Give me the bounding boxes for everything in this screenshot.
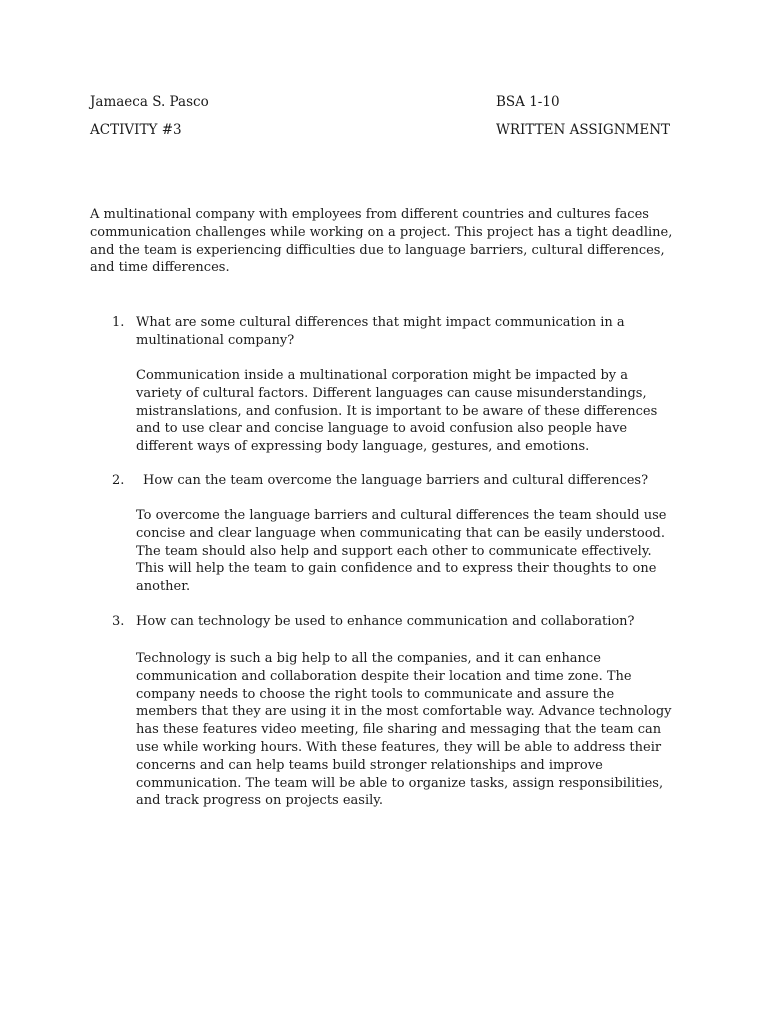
answer-text: To overcome the language barriers and cultural differences the team should use concise and clear language when communicating that can be easily understood. The team should also help and support each other to communicate effectively. This will help the team to gain confidence and to express their thoughts to one another. <box>136 508 667 595</box>
student-name: Jamaeca S. Pasco <box>90 94 209 110</box>
answer-text: Communication inside a multinational corporation might be impacted by a variety of cultural factors. Different languages can cause misunderstandings, mistranslations, and confusion. It is important to be aware of these differences and to use clear and concise language to avoid confusion also people have different ways of expressing body language, gestures, and emotions. <box>136 368 658 455</box>
question-number: 3. <box>112 614 125 629</box>
assignment-type: WRITTEN ASSIGNMENT <box>496 122 671 138</box>
intro-paragraph: A multinational company with employees from different countries and cultures faces communication challenges while working on a project. This project has a tight deadline, and the team is experiencing difficulties due to language barriers, cultural differences, and time differences. <box>90 207 673 276</box>
question-text: How can the team overcome the language barriers and cultural differences? <box>143 473 649 488</box>
question-number: 1. <box>112 315 125 330</box>
question-text: What are some cultural differences that might impact communication in a multinational company? <box>136 315 625 348</box>
question-text: How can technology be used to enhance communication and collaboration? <box>136 614 635 629</box>
question-number: 2. <box>112 473 125 488</box>
activity-label: ACTIVITY #3 <box>90 122 182 138</box>
student-section: BSA 1-10 <box>496 94 560 110</box>
answer-text: Technology is such a big help to all the companies, and it can enhance communication and collaboration despite their location and time zone. The company needs to choose the right tools to communicate and assure the members that they are using it in the most comfortable way. Advance technology has these features video meeting, file sharing and messaging that the team can use while working hours. With these features, they will be able to address their concerns and can help teams build stronger relationships and improve communication. The team will be able to organize tasks, assign responsibilities, and track progress on projects easily. <box>136 651 672 809</box>
